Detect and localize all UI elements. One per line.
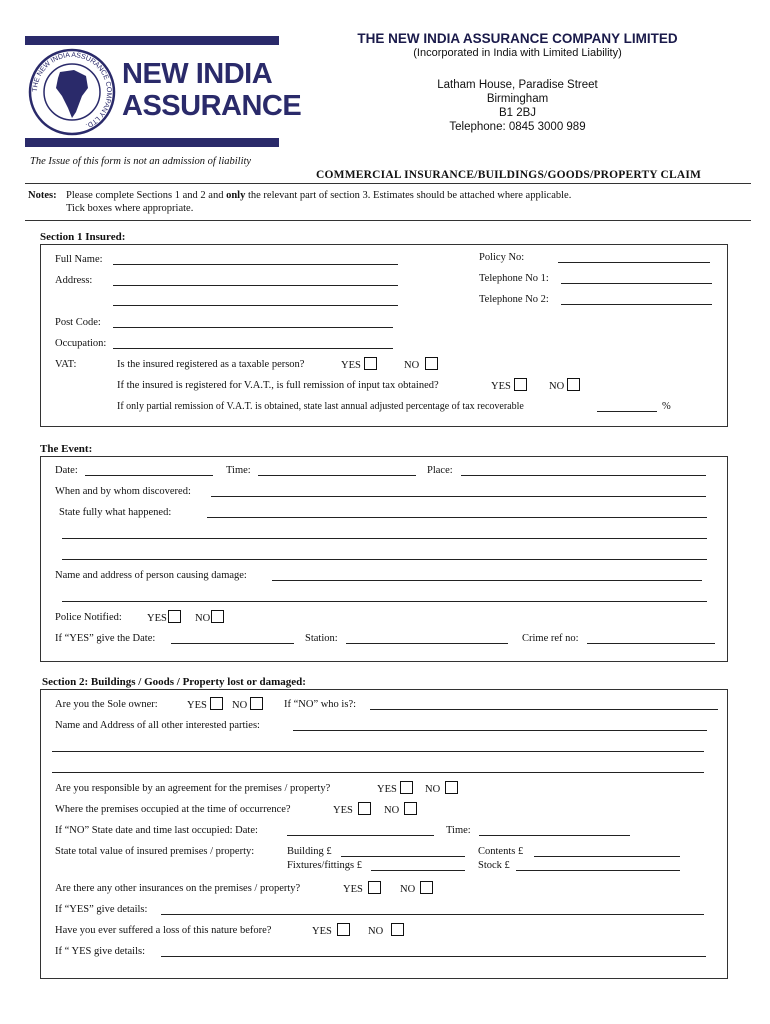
- last-occupied-time-label: Time:: [446, 825, 471, 836]
- post-code-label: Post Code:: [55, 317, 101, 328]
- agreement-label: Are you responsible by an agreement for the premises / property?: [55, 783, 331, 794]
- other-parties-label: Name and Address of all other interested parties:: [55, 720, 260, 731]
- notes-divider: [25, 220, 751, 221]
- company-incorporated: (Incorporated in India with Limited Liability): [413, 47, 622, 59]
- other-insurance-no: [400, 881, 433, 895]
- vat-q2-no: [549, 378, 580, 392]
- occupation-field[interactable]: [113, 348, 393, 349]
- notes-line1-a: Please complete Sections 1 and 2 and: [66, 190, 227, 201]
- contents-field[interactable]: [534, 856, 680, 857]
- police-date-label: If “YES” give the Date:: [55, 633, 156, 644]
- occupied-yes: [333, 802, 371, 816]
- other-insurance-yes-label: YES: [343, 884, 363, 895]
- agreement-yes: [377, 781, 413, 795]
- occupied-no-checkbox[interactable]: [404, 802, 417, 815]
- previous-loss-yes-checkbox[interactable]: [337, 923, 350, 936]
- who-is-field[interactable]: [370, 709, 718, 710]
- agreement-no: [425, 781, 458, 795]
- event-date-field[interactable]: [85, 475, 213, 476]
- fixtures-label: Fixtures/fittings £: [287, 860, 362, 871]
- vat-percentage-field[interactable]: [597, 411, 657, 412]
- full-name-field[interactable]: [113, 264, 398, 265]
- police-date-field[interactable]: [171, 643, 294, 644]
- total-value-label: State total value of insured premises / property:: [55, 846, 255, 857]
- header-divider: [25, 183, 751, 184]
- logo-text-line2: ASSURANCE: [122, 90, 302, 122]
- section1-title: Section 1 Insured:: [40, 231, 126, 243]
- event-title: The Event:: [40, 443, 93, 455]
- event-place-field[interactable]: [461, 475, 706, 476]
- full-name-label: Full Name:: [55, 254, 103, 265]
- other-insurance-details-field[interactable]: [161, 914, 704, 915]
- police-yes-label: YES: [147, 613, 167, 624]
- logo-bottom-bar: [25, 138, 279, 147]
- other-insurance-details-label: If “YES” give details:: [55, 904, 148, 915]
- last-occupied-label: If “NO” State date and time last occupied: Date:: [55, 825, 258, 836]
- happened-field-3[interactable]: [62, 559, 707, 560]
- other-insurance-yes: [343, 881, 381, 895]
- crime-ref-label: Crime ref no:: [522, 633, 579, 644]
- other-insurance-no-label: NO: [400, 884, 416, 895]
- other-insurance-label: Are there any other insurances on the premises / property?: [55, 883, 301, 894]
- causing-field-2[interactable]: [62, 601, 707, 602]
- sole-owner-label: Are you the Sole owner:: [55, 699, 158, 710]
- vat-question-3: If only partial remission of V.A.T. is obtained, state last annual adjusted percentage of tax recoverable: [117, 401, 524, 412]
- station-label: Station:: [305, 633, 338, 644]
- notes-label: Notes:: [28, 190, 57, 201]
- vat-label: VAT:: [55, 359, 77, 370]
- event-date-label: Date:: [55, 465, 78, 476]
- building-field[interactable]: [341, 856, 465, 857]
- occupied-no: [384, 802, 417, 816]
- vat-q2-yes-checkbox[interactable]: [514, 378, 527, 391]
- fixtures-field[interactable]: [371, 870, 465, 871]
- previous-loss-no-label: NO: [368, 926, 384, 937]
- previous-loss-no: [368, 923, 404, 937]
- address-field-1[interactable]: [113, 285, 398, 286]
- police-no-label: NO: [195, 613, 211, 624]
- vat-q2-yes: [491, 378, 527, 392]
- police-yes-checkbox[interactable]: [168, 610, 181, 623]
- discovered-label: When and by whom discovered:: [55, 486, 191, 497]
- occupation-label: Occupation:: [55, 338, 107, 349]
- previous-loss-yes: [312, 923, 350, 937]
- notes-line1-c: the relevant part of section 3. Estimates should be attached where applicable.: [245, 190, 572, 201]
- vat-question-1: Is the insured registered as a taxable person?: [117, 359, 305, 370]
- section1-box: [40, 244, 728, 427]
- vat-question-2: If the insured is registered for V.A.T., is full remission of input tax obtained?: [117, 380, 439, 391]
- notes-line2: Tick boxes where appropriate.: [66, 203, 194, 214]
- causing-field-1[interactable]: [272, 580, 702, 581]
- company-telephone: Telephone: 0845 3000 989: [449, 121, 586, 133]
- previous-loss-no-checkbox[interactable]: [391, 923, 404, 936]
- occupied-label: Where the premises occupied at the time of occurrence?: [55, 804, 291, 815]
- who-is-label: If “NO” who is?:: [284, 699, 357, 710]
- agreement-yes-label: YES: [377, 784, 397, 795]
- address-field-2[interactable]: [113, 305, 398, 306]
- contents-label: Contents £: [478, 846, 524, 857]
- other-parties-field-2[interactable]: [52, 751, 704, 752]
- sole-owner-no: [232, 697, 263, 711]
- notes-line1-b: only: [226, 190, 246, 201]
- agreement-no-checkbox[interactable]: [445, 781, 458, 794]
- agreement-yes-checkbox[interactable]: [400, 781, 413, 794]
- happened-label: State fully what happened:: [59, 507, 172, 518]
- vat-q2-yes-label: YES: [491, 381, 511, 392]
- previous-loss-yes-label: YES: [312, 926, 332, 937]
- vat-q1-yes-label: YES: [341, 360, 361, 371]
- vat-q1-no-checkbox[interactable]: [425, 357, 438, 370]
- event-time-field[interactable]: [258, 475, 416, 476]
- building-label: Building £: [287, 846, 332, 857]
- telephone1-label: Telephone No 1:: [479, 273, 549, 284]
- other-parties-field-1[interactable]: [293, 730, 707, 731]
- post-code-field[interactable]: [113, 327, 393, 328]
- discovered-field[interactable]: [211, 496, 706, 497]
- stock-label: Stock £: [478, 860, 510, 871]
- vat-q1-no: [404, 357, 438, 371]
- policy-no-label: Policy No:: [479, 252, 525, 263]
- agreement-no-label: NO: [425, 784, 441, 795]
- vat-q1-yes: [341, 357, 377, 371]
- notes-line1: [66, 190, 571, 201]
- address-label: Address:: [55, 275, 93, 286]
- company-address-line3: B1 2BJ: [498, 107, 537, 119]
- last-occupied-date-field[interactable]: [287, 835, 434, 836]
- other-parties-field-3[interactable]: [52, 772, 704, 773]
- policy-no-field[interactable]: [558, 262, 710, 263]
- previous-loss-details-field[interactable]: [161, 956, 706, 957]
- form-title: COMMERCIAL INSURANCE/BUILDINGS/GOODS/PROPERTY CLAIM: [316, 169, 702, 181]
- stock-field[interactable]: [516, 870, 680, 871]
- section2-title: Section 2: Buildings / Goods / Property lost or damaged:: [42, 676, 306, 688]
- station-field[interactable]: [346, 643, 508, 644]
- occupied-no-label: NO: [384, 805, 400, 816]
- logo-text-line1: NEW INDIA: [122, 58, 273, 90]
- last-occupied-time-field[interactable]: [479, 835, 630, 836]
- police-yes: [147, 610, 181, 624]
- event-place-label: Place:: [427, 465, 453, 476]
- happened-field-1[interactable]: [207, 517, 707, 518]
- svg-text:THE NEW INDIA ASSURANCE COMPAN: THE NEW INDIA ASSURANCE COMPANY LTD.: [31, 51, 113, 130]
- sole-owner-yes-label: YES: [187, 700, 207, 711]
- vat-q2-no-label: NO: [549, 381, 565, 392]
- company-address-line2: Birmingham: [486, 93, 549, 105]
- percent-sign: %: [662, 401, 671, 412]
- sole-owner-yes-checkbox[interactable]: [210, 697, 223, 710]
- company-name: THE NEW INDIA ASSURANCE COMPANY LIMITED: [357, 31, 678, 46]
- vat-q1-yes-checkbox[interactable]: [364, 357, 377, 370]
- police-no: [195, 610, 224, 624]
- other-insurance-no-checkbox[interactable]: [420, 881, 433, 894]
- previous-loss-label: Have you ever suffered a loss of this nature before?: [55, 925, 272, 936]
- telephone2-field[interactable]: [561, 304, 712, 305]
- vat-q1-no-label: NO: [404, 360, 420, 371]
- causing-label: Name and address of person causing damage:: [55, 570, 247, 581]
- liability-disclaimer: The Issue of this form is not an admission of liability: [30, 156, 252, 167]
- crime-ref-field[interactable]: [587, 643, 715, 644]
- police-no-checkbox[interactable]: [211, 610, 224, 623]
- telephone2-label: Telephone No 2:: [479, 294, 549, 305]
- company-seal-icon: [28, 48, 116, 136]
- police-label: Police Notified:: [55, 612, 122, 623]
- event-time-label: Time:: [226, 465, 251, 476]
- sole-owner-no-checkbox[interactable]: [250, 697, 263, 710]
- company-address-line1: Latham House, Paradise Street: [437, 79, 598, 91]
- telephone1-field[interactable]: [561, 283, 712, 284]
- sole-owner-no-label: NO: [232, 700, 248, 711]
- happened-field-2[interactable]: [62, 538, 707, 539]
- logo-top-bar: [25, 36, 279, 45]
- occupied-yes-checkbox[interactable]: [358, 802, 371, 815]
- occupied-yes-label: YES: [333, 805, 353, 816]
- other-insurance-yes-checkbox[interactable]: [368, 881, 381, 894]
- previous-loss-details-label: If “ YES give details:: [55, 946, 146, 957]
- sole-owner-yes: [187, 697, 223, 711]
- vat-q2-no-checkbox[interactable]: [567, 378, 580, 391]
